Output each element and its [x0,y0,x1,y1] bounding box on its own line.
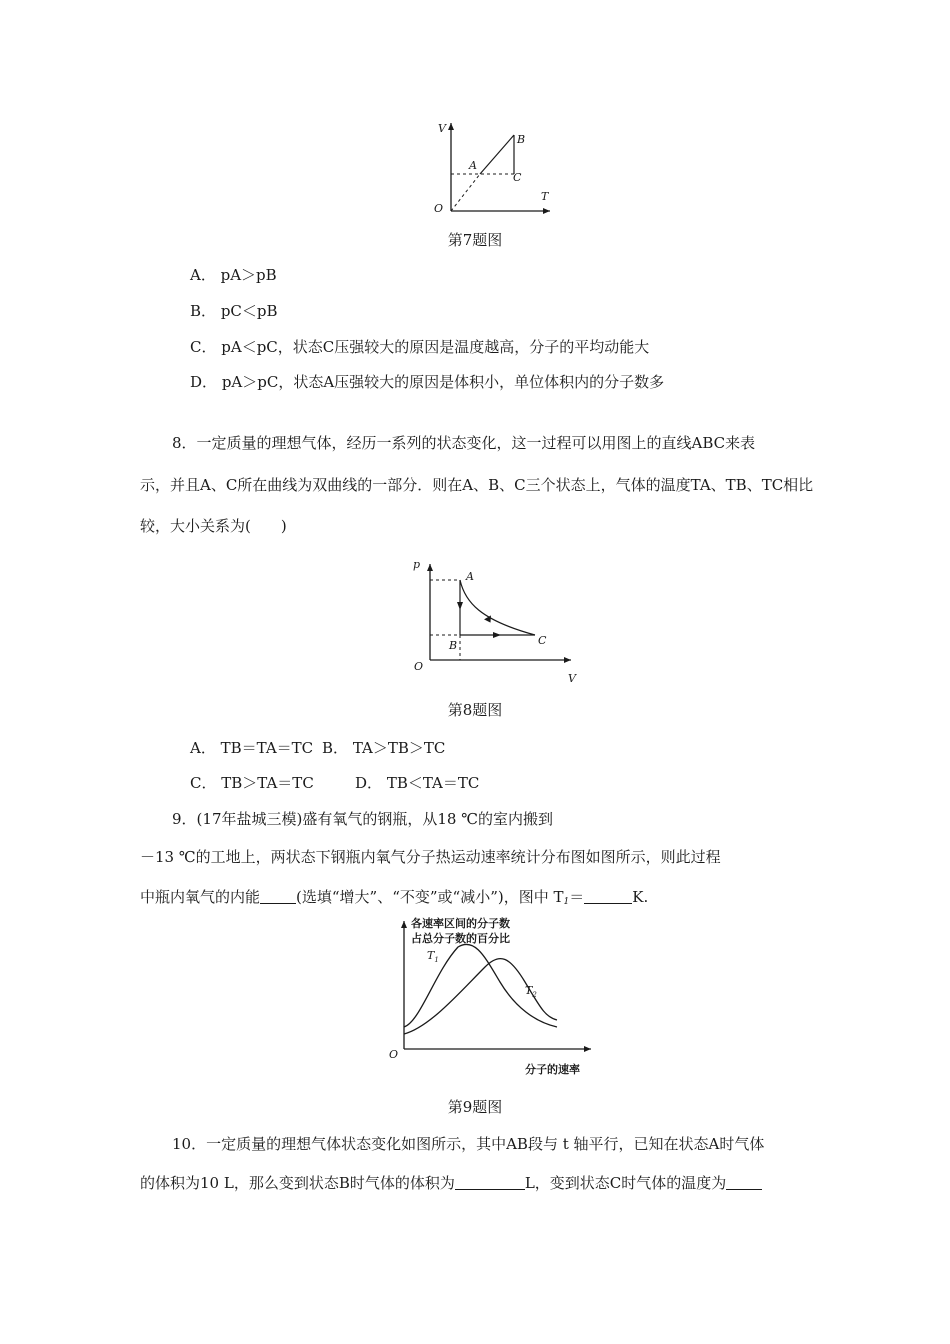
fig9-caption: 第9题图 [447,1098,503,1116]
option-text: pA＜pC，状态C压强较大的原因是温度越高，分子的平均动能大 [221,338,650,356]
q10-line-1: 10．一定质量的理想气体状态变化如图所示，其中AB段与 t 轴平行，已知在状态A时气体 [172,1135,765,1153]
fig9-origin: O [389,1048,399,1061]
fig8-origin: O [414,660,424,673]
q10-line-2 [140,1172,762,1193]
q9-text-d: K. [632,888,649,906]
fig8-caption: 第8题图 [447,701,503,719]
fig8-axis-v: V [568,672,576,685]
fig9-ylabel-line-1: 各速率区间的分子数 [411,917,510,930]
q10-blank-volume[interactable] [455,1175,525,1190]
figure-8 [405,552,590,687]
option-letter: C． [190,774,217,792]
q8-option-c [190,772,314,793]
q9-text-c: ＝ [569,888,585,906]
fig8-point-a: A [466,570,474,583]
fig7-axis-v: V [438,122,446,135]
fig7-point-a: A [469,159,477,172]
fig9-t1-label: $T_1$ [427,949,439,964]
option-text: pA＞pB [220,266,277,284]
q8-option-b [322,737,445,758]
q9-text-a: 中瓶内氧气的内能 [140,888,261,906]
q7-option-a [190,264,277,285]
q8-option-d [355,772,479,793]
q8-line-2: 示，并且A、C所在曲线为双曲线的一部分．则在A、B、C三个状态上，气体的温度TA、TB、TC相比 [140,476,814,494]
option-text: TA＞TB＞TC [352,739,446,757]
q9-line-1: 9．(17年盐城三模)盛有氧气的钢瓶，从18 ℃的室内搬到 [172,810,553,828]
option-letter: C． [190,338,217,356]
fig7-origin: O [434,202,444,215]
option-text: TB＝TA＝TC [220,739,314,757]
option-letter: A． [190,266,216,284]
q9-blank-t1[interactable] [584,889,632,904]
q9-t1-subscript: 1 [563,897,570,907]
q8-line-1: 8．一定质量的理想气体，经历一系列的状态变化，这一过程可以用图上的直线ABC来表 [172,434,756,452]
q9-blank-internal-energy[interactable] [260,889,296,904]
option-text: TB＜TA＝TC [386,774,480,792]
q9-line-3 [140,886,648,907]
q10-text-a: 的体积为10 L，那么变到状态B时气体的体积为 [140,1174,455,1192]
fig7-point-c: C [513,171,522,184]
q9-line-2: －13 ℃的工地上，两状态下钢瓶内氧气分子热运动速率统计分布图如图所示，则此过程 [140,848,721,866]
q7-option-c [190,336,649,357]
option-text: TB＞TA＝TC [221,774,314,792]
option-text: pA＞pC，状态A压强较大的原因是体积小，单位体积内的分子数多 [221,373,665,391]
option-letter: A． [190,739,216,757]
q10-blank-temperature[interactable] [726,1175,762,1190]
fig7-point-b: B [517,133,526,146]
fig7-caption: 第7题图 [447,231,503,249]
q9-text-b: (选填“增大”、“不变”或“减小”)，图中 T [296,888,564,906]
figure-9 [385,912,610,1082]
figure-7 [420,115,560,220]
fig9-xlabel: 分子的速率 [525,1063,580,1076]
fig9-ylabel-line-2: 占总分子数的百分比 [411,932,510,945]
option-letter: D． [190,373,218,391]
fig9-t2-label: $T_2$ [525,984,537,999]
fig8-point-c: C [538,634,547,647]
fig7-axis-t: T [541,190,549,203]
q10-text-b: L，变到状态C时气体的温度为 [524,1174,727,1192]
option-letter: D． [355,774,383,792]
fig8-point-b: B [449,639,458,652]
q7-option-b [190,300,278,321]
option-letter: B． [190,302,217,320]
fig8-axis-p: p [413,558,421,571]
q8-line-3: 较，大小关系为( ) [140,517,287,535]
q8-option-a [190,737,313,758]
option-text: pC＜pB [220,302,278,320]
option-letter: B． [322,739,349,757]
q7-option-d [190,371,664,392]
